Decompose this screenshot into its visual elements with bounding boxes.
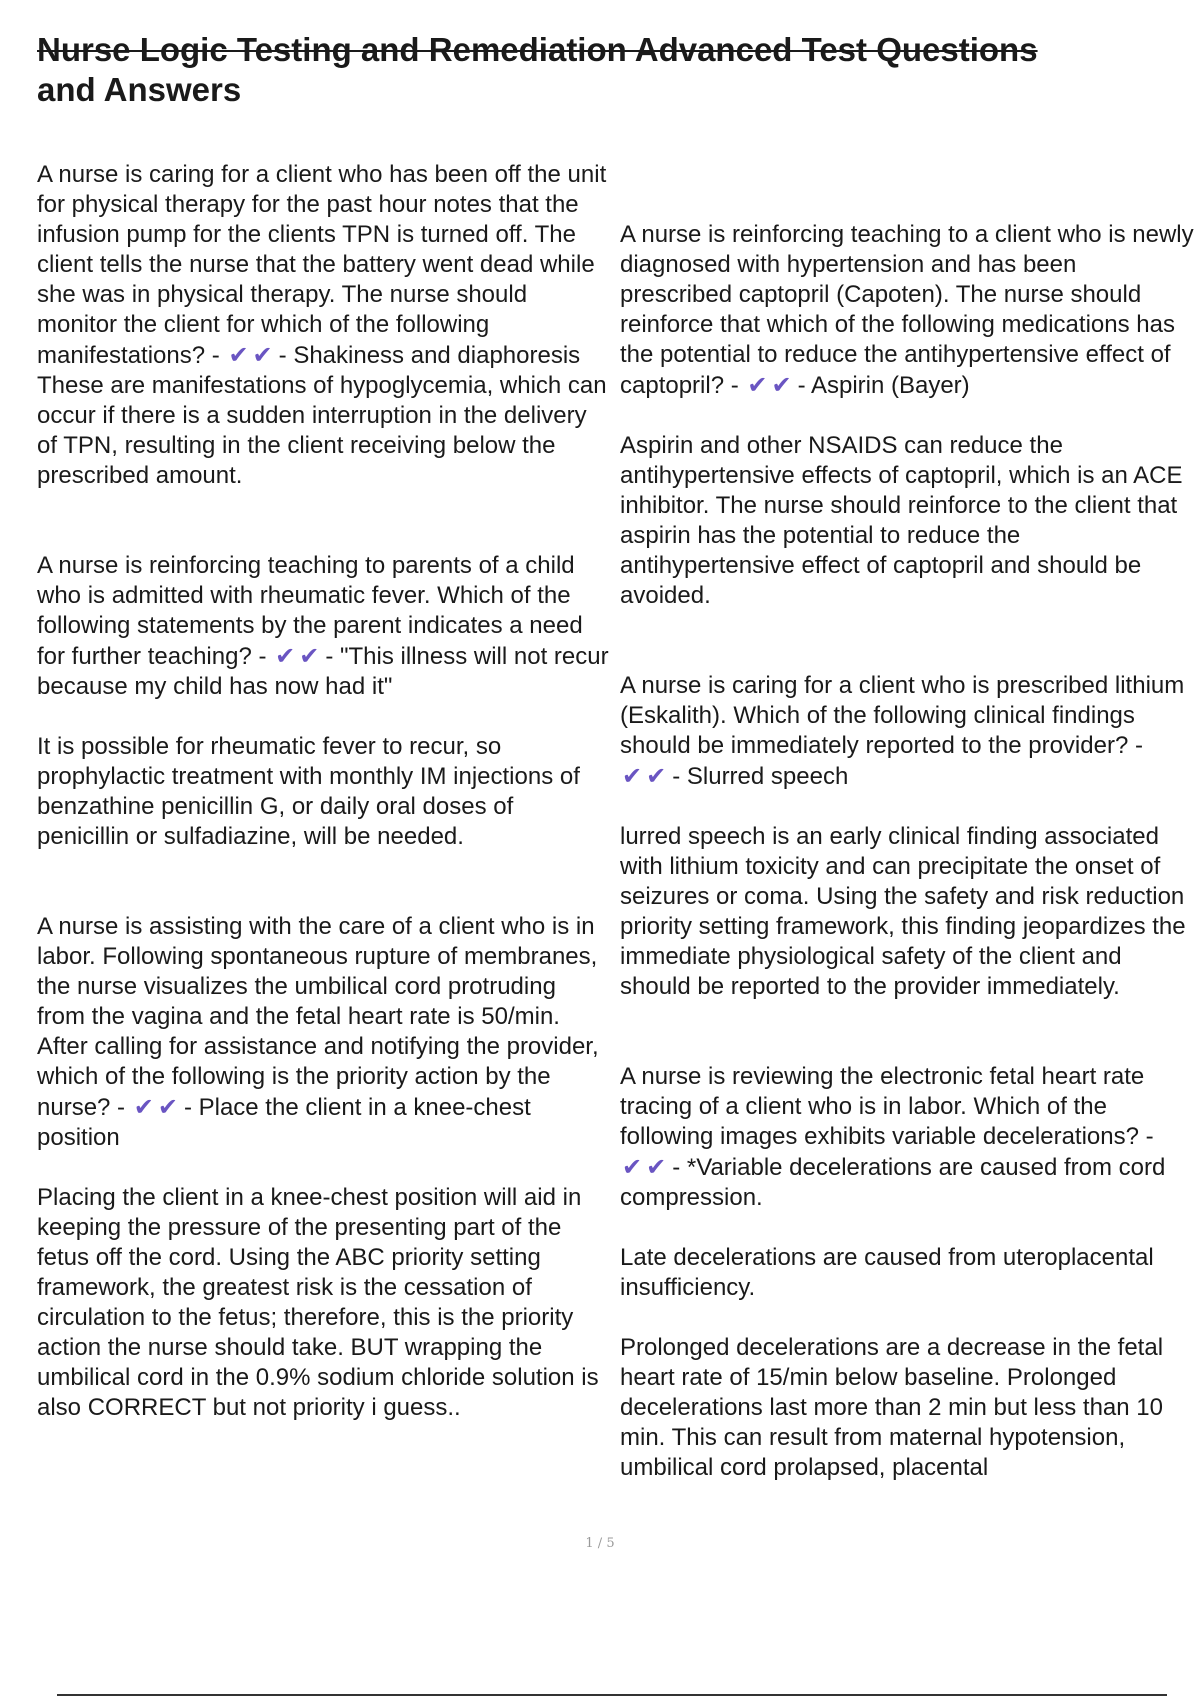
right-column bbox=[620, 220, 1195, 1483]
question-5 bbox=[620, 671, 1195, 792]
check-icon: ✔✔ bbox=[622, 1153, 671, 1181]
spacer bbox=[620, 401, 1195, 431]
question-6 bbox=[620, 1062, 1195, 1213]
question-text: A nurse is reinforcing teaching to a client who is newly diagnosed with hypertension and has been prescribed captopril (Capoten). The nurse should reinforce that which of the following medications has the potential to reduce the antihypertensive effect of captopril? - bbox=[620, 221, 1194, 399]
check-icon: ✔✔ bbox=[133, 1093, 182, 1121]
rationale-4: Aspirin and other NSAIDS can reduce the antihypertensive effects of captopril, which is an ACE inhibitor. The nurse should reinforce to the client that aspirin has the potential to reduce the antihypertensive effect of captopril and should be avoided. bbox=[620, 432, 1183, 609]
check-icon: ✔✔ bbox=[747, 371, 796, 399]
spacer bbox=[37, 491, 610, 551]
answer-text: - Shakiness and diaphoresis bbox=[278, 342, 581, 369]
rationale-3: Placing the client in a knee-chest position will aid in keeping the pressure of the presenting part of the fetus off the cord. Using the ABC priority setting framework, the greatest risk is the cessation of circulation to the fetus; therefore, this is the priority action the nurse should take. BUT wrapping the umbilical cord in the 0.9% sodium chloride solution is also CORRECT but not priority i guess.. bbox=[37, 1184, 599, 1421]
answer-text: - "This illness will not recur because my child has now had it" bbox=[37, 643, 609, 700]
rationale-6a: Late decelerations are caused from uteroplacental insufficiency. bbox=[620, 1244, 1154, 1301]
footer-divider bbox=[57, 1694, 1167, 1696]
spacer bbox=[620, 792, 1195, 822]
spacer bbox=[620, 1002, 1195, 1062]
spacer bbox=[37, 1153, 610, 1183]
spacer bbox=[37, 702, 610, 732]
answer-text: - Slurred speech bbox=[672, 763, 849, 790]
check-icon: ✔✔ bbox=[275, 642, 324, 670]
document-title bbox=[37, 30, 1167, 110]
title-line-1: Nurse Logic Testing and Remediation Advanced Test Questions bbox=[37, 31, 1038, 68]
question-text: A nurse is assisting with the care of a client who is in labor. Following spontaneous rupture of membranes, the nurse visualizes the umbilical cord protruding from the vagina and the fetal heart rate is 50/min. After calling for assistance and notifying the provider, which of the following is the priority action by the nurse? - bbox=[37, 913, 599, 1121]
check-icon: ✔✔ bbox=[622, 762, 671, 790]
question-2 bbox=[37, 551, 610, 702]
rationale-2: It is possible for rheumatic fever to recur, so prophylactic treatment with monthly IM injections of benzathine penicillin G, or daily oral doses of penicillin or sulfadiazine, will be needed. bbox=[37, 733, 580, 850]
rationale-1: These are manifestations of hypoglycemia, which can occur if there is a sudden interruption in the delivery of TPN, resulting in the client receiving below the prescribed amount. bbox=[37, 372, 607, 489]
spacer bbox=[37, 852, 610, 912]
title-line-2: and Answers bbox=[37, 71, 242, 108]
rationale-6b: Prolonged decelerations are a decrease in the fetal heart rate of 15/min below baseline. Prolonged decelerations last more than 2 min but less than 10 min. This can result from maternal hypotension, umbilical cord prolapsed, placental bbox=[620, 1334, 1164, 1481]
check-icon: ✔✔ bbox=[228, 341, 277, 369]
question-4 bbox=[620, 220, 1195, 401]
answer-text: - Aspirin (Bayer) bbox=[797, 372, 970, 399]
question-text: A nurse is reinforcing teaching to parents of a child who is admitted with rheumatic fever. Which of the following statements by the parent indicates a need for further teaching? - bbox=[37, 552, 583, 670]
rationale-5: lurred speech is an early clinical finding associated with lithium toxicity and can precipitate the onset of seizures or coma. Using the safety and risk reduction priority setting framework, this finding jeopardizes the immediate physiological safety of the client and should be reported to the provider immediately. bbox=[620, 823, 1186, 1000]
spacer bbox=[620, 1303, 1195, 1333]
question-text: A nurse is caring for a client who is prescribed lithium (Eskalith). Which of the following clinical findings should be immediately reported to the provider? - bbox=[620, 672, 1185, 759]
question-1 bbox=[37, 160, 610, 371]
answer-text: - Place the client in a knee-chest position bbox=[37, 1094, 531, 1151]
left-column bbox=[37, 160, 610, 1423]
question-text: A nurse is caring for a client who has been off the unit for physical therapy for the past hour notes that the infusion pump for the clients TPN is turned off. The client tells the nurse that the battery went dead while she was in physical therapy. The nurse should monitor the client for which of the following manifestations? - bbox=[37, 161, 607, 369]
spacer bbox=[620, 611, 1195, 671]
question-3 bbox=[37, 912, 610, 1153]
page-number: 1 / 5 bbox=[585, 1536, 615, 1551]
answer-text: - *Variable decelerations are caused from cord compression. bbox=[620, 1154, 1166, 1211]
question-text: A nurse is reviewing the electronic fetal heart rate tracing of a client who is in labor. Which of the following images exhibits variable decelerations? - bbox=[620, 1063, 1154, 1150]
spacer bbox=[620, 1213, 1195, 1243]
